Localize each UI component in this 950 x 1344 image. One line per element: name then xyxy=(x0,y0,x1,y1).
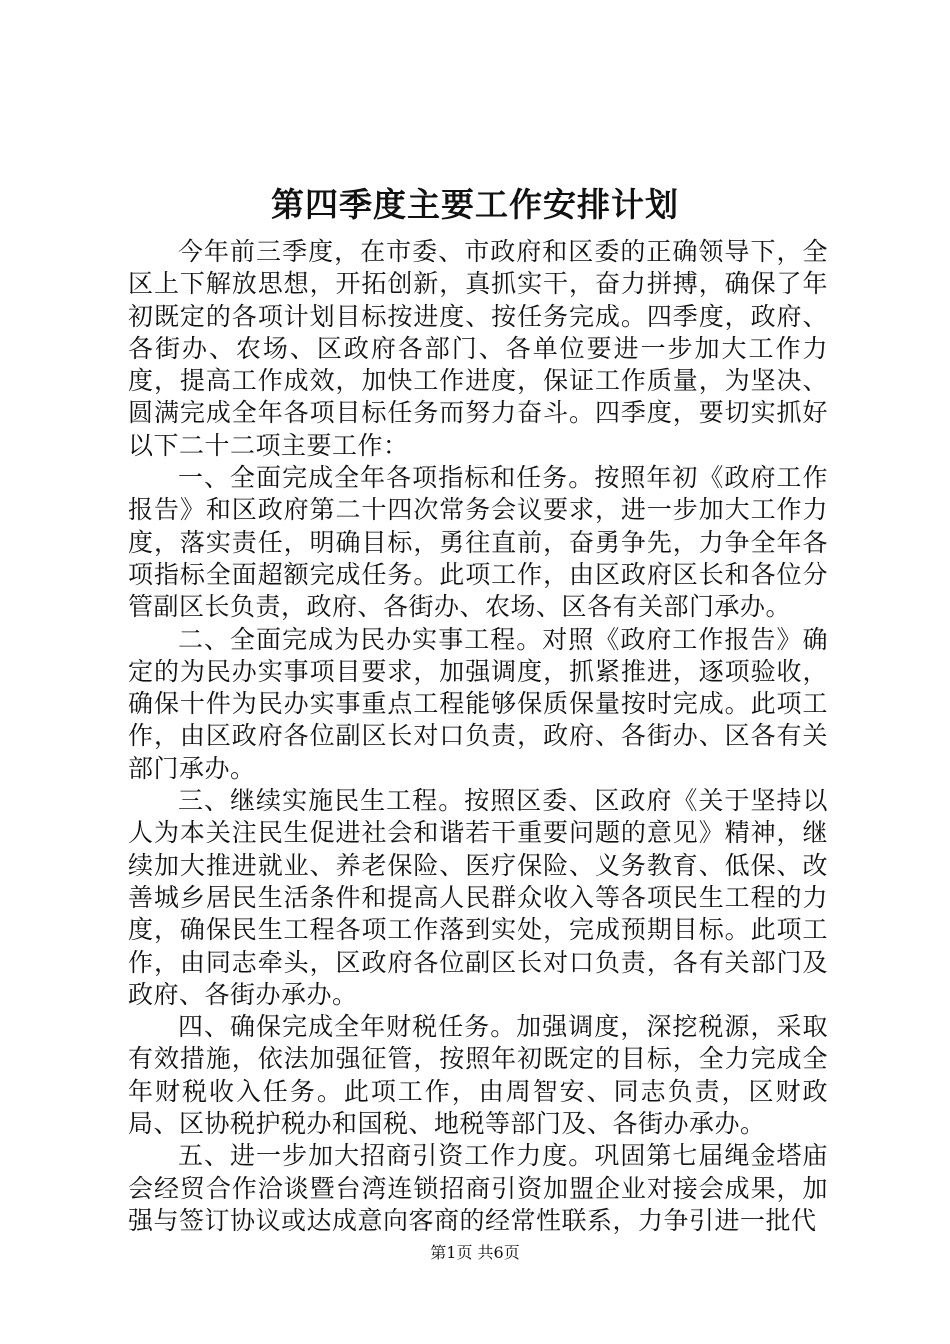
paragraph-item-4: 四、确保完成全年财税任务。加强调度，深挖税源，采取有效措施，依法加强征管，按照年初既定的目标，全力完成全年财税收入任务。此项工作，由周智安、同志负责，区财政局、区协税护税办和国税、地税等部门及、各街办承办。 xyxy=(128,1012,828,1139)
paragraph-intro: 今年前三季度，在市委、市政府和区委的正确领导下，全区上下解放思想，开拓创新，真抓实干，奋力拼搏，确保了年初既定的各项计划目标按进度、按任务完成。四季度，政府、各街办、农场、区政府各部门、各单位要进一步加大工作力度，提高工作成效，加快工作进度，保证工作质量，为坚决、圆满完成全年各项目标任务而努力奋斗。四季度，要切实抓好以下二十二项主要工作： xyxy=(128,237,828,460)
paragraph-item-5: 五、进一步加大招商引资工作力度。巩固第七届绳金塔庙会经贸合作洽谈暨台湾连锁招商引资加盟企业对接会成果，加强与签订协议或达成意向客商的经常性联系，力争引进一批代 xyxy=(128,1141,828,1235)
document-title: 第四季度主要工作安排计划 xyxy=(271,185,679,224)
page-footer: 第1页 共6页 xyxy=(430,1243,520,1262)
paragraph-item-2: 二、全面完成为民办实事工程。对照《政府工作报告》确定的为民办实事项目要求，加强调度，抓紧推进，逐项验收，确保十件为民办实事重点工程能够保质保量按时完成。此项工作，由区政府各位副区长对口负责，政府、各街办、区各有关部门承办。 xyxy=(128,624,828,783)
paragraph-item-1: 一、全面完成全年各项指标和任务。按照年初《政府工作报告》和区政府第二十四次常务会议要求，进一步加大工作力度，落实责任，明确目标，勇往直前，奋勇争先，力争全年各项指标全面超额完成任务。此项工作，由区政府区长和各位分管副区长负责，政府、各街办、农场、区各有关部门承办。 xyxy=(128,463,828,622)
document-body xyxy=(128,236,828,1237)
paragraph-item-3: 三、继续实施民生工程。按照区委、区政府《关于坚持以人为本关注民生促进社会和谐若干重要问题的意见》精神，继续加大推进就业、养老保险、医疗保险、义务教育、低保、改善城乡居民生活条件和提高人民群众收入等各项民生工程的力度，确保民生工程各项工作落到实处，完成预期目标。此项工作，由同志牵头，区政府各位副区长对口负责，各有关部门及政府、各街办承办。 xyxy=(128,786,828,1009)
